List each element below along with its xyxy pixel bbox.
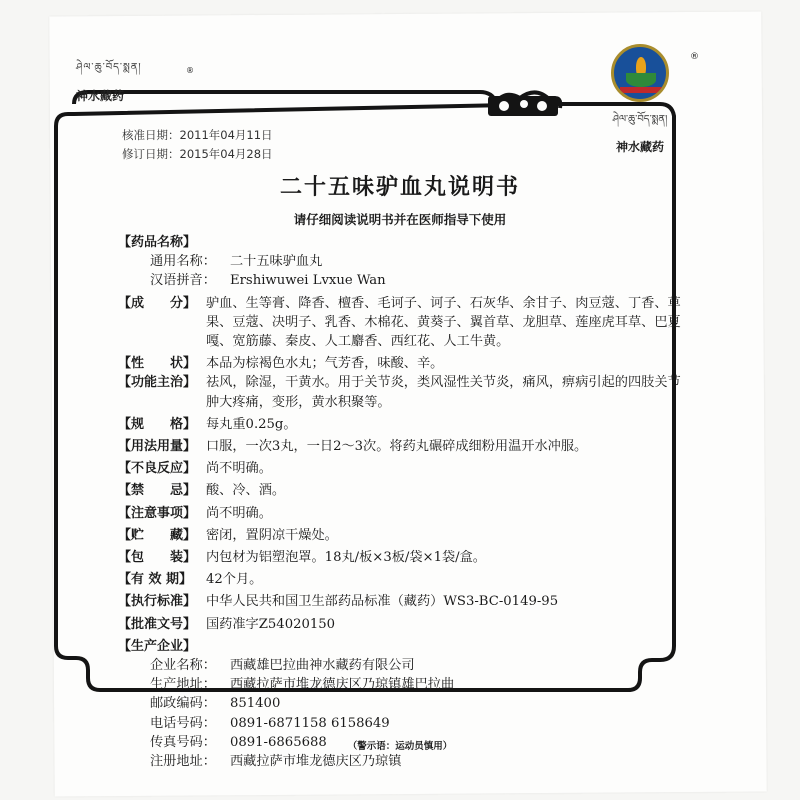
section-label: 【功能主治】: [118, 375, 197, 391]
section-label: 【用法用量】: [118, 439, 197, 455]
page-title: 二十五味驴血丸说明书: [279, 175, 520, 200]
section-caution: [118, 504, 693, 523]
field-label: 邮政编码：: [150, 696, 216, 712]
section-spec: [118, 415, 693, 434]
approval-date: 核准日期：2011年04月11日: [122, 128, 273, 142]
section-drug-name: [118, 233, 693, 252]
field-value: 0891-6865688: [230, 734, 327, 750]
section-maker: [118, 637, 693, 656]
section-label: 【不良反应】: [118, 461, 197, 477]
section-package: [118, 548, 693, 567]
section-value: 42个月。: [206, 572, 263, 588]
section-value: 驴血、生等膏、降香、檀香、毛诃子、诃子、石灰华、余甘子、肉豆蔻、丁香、草果、豆蔻、决明子、乳香、木棉花、黄葵子、翼首草、龙胆草、莲座虎耳草、巴夏嘎、宽筋藤、秦皮、人工麝香、西红花、人工牛黄。: [206, 295, 681, 350]
section-value: 酸、冷、酒。: [206, 483, 286, 499]
section-label: 【禁 忌】: [118, 483, 197, 499]
section-label: 【药品名称】: [118, 235, 197, 250]
section-storage: [118, 526, 693, 545]
field-value: 851400: [230, 696, 281, 712]
field-label: 生产地址：: [150, 677, 216, 693]
section-value: 密闭，置阴凉干燥处。: [206, 527, 338, 543]
common-name-row: [118, 252, 693, 271]
brand-tibetan-text: ཤེལ་ཆུ་བོད་སྨན།: [76, 62, 142, 73]
pinyin-row: [118, 271, 693, 290]
section-label: 【性 状】: [118, 356, 197, 372]
section-label: 【执行标准】: [118, 594, 197, 610]
maker-row: [118, 656, 693, 675]
section-label: 【批准文号】: [118, 616, 197, 632]
leaflet-content: [118, 233, 693, 771]
brand-logo-left: [76, 56, 142, 104]
section-label: 【生产企业】: [118, 638, 197, 654]
maker-row: [118, 752, 693, 771]
warning-note: （警示语：运动员慎用）: [347, 741, 453, 752]
section-taboo: [118, 481, 693, 500]
section-value: 内包材为铝塑泡罩。18丸/板×3板/袋×1袋/盒。: [206, 550, 486, 566]
section-value: 尚不明确。: [206, 505, 272, 521]
section-usage: [118, 437, 693, 456]
field-value: 二十五味驴血丸: [230, 254, 323, 270]
section-label: 【包 装】: [118, 550, 197, 566]
section-standard: [118, 592, 693, 611]
section-validity: [118, 570, 693, 589]
section-indication: [118, 373, 693, 411]
brand-logo-right: [592, 44, 688, 155]
section-value: 尚不明确。: [206, 461, 272, 477]
field-value: 西藏雄巴拉曲神水藏药有限公司: [230, 658, 415, 674]
registered-mark: ®: [690, 52, 699, 62]
field-label: 传真号码：: [150, 734, 216, 750]
section-label: 【规 格】: [118, 416, 197, 432]
section-value: 祛风，除湿，干黄水。用于关节炎，类风湿性关节炎，痛风，痹病引起的四肢关节肿大疼痛，变形，黄水积聚等。: [206, 375, 681, 410]
brand-name: 神水藏药: [76, 89, 125, 103]
page-subtitle: 请仔细阅读说明书并在医师指导下使用: [293, 212, 507, 227]
section-value: 国药准字Z54020150: [206, 616, 336, 632]
section-value: 每丸重0.25g。: [206, 416, 297, 432]
revision-date: 修订日期：2015年04月28日: [122, 147, 273, 161]
field-value: 西藏拉萨市堆龙德庆区乃琼镇雄巴拉曲: [230, 677, 455, 693]
section-label: 【有 效 期】: [118, 572, 193, 588]
field-label: 通用名称：: [150, 254, 216, 270]
section-label: 【注意事项】: [118, 505, 197, 521]
field-value: Ershiwuwei Lvxue Wan: [230, 273, 386, 289]
section-ingredients: [118, 294, 693, 352]
field-value: 西藏拉萨市堆龙德庆区乃琼镇: [230, 754, 402, 770]
section-character: [118, 354, 693, 373]
section-label: 【贮 藏】: [118, 527, 197, 543]
brand-name: 神水藏药: [615, 140, 664, 154]
section-value: 口服，一次3丸，一日2～3次。将药丸碾碎成细粉用温开水冲服。: [206, 439, 588, 455]
maker-row: [118, 675, 693, 694]
section-adverse: [118, 459, 693, 478]
section-label: 【成 分】: [118, 295, 197, 311]
registered-mark: ®: [186, 66, 194, 75]
field-value: 0891-6871158 6158649: [230, 715, 390, 731]
brand-tibetan-text: ཤེལ་ཆུ་བོད་སྨན།: [612, 114, 668, 125]
maker-row: [118, 714, 693, 733]
dates-block: [122, 126, 273, 164]
field-label: 注册地址：: [150, 754, 216, 770]
section-value: 中华人民共和国卫生部药品标准（藏药）WS3-BC-0149-95: [206, 594, 559, 610]
section-approval: [118, 615, 693, 634]
field-label: 汉语拼音：: [150, 273, 216, 289]
section-value: 本品为棕褐色水丸；气芳香，味酸、辛。: [206, 356, 444, 372]
company-emblem-icon: [611, 44, 669, 102]
maker-row: [118, 694, 693, 713]
field-label: 电话号码：: [150, 715, 216, 731]
field-label: 企业名称：: [150, 658, 216, 674]
